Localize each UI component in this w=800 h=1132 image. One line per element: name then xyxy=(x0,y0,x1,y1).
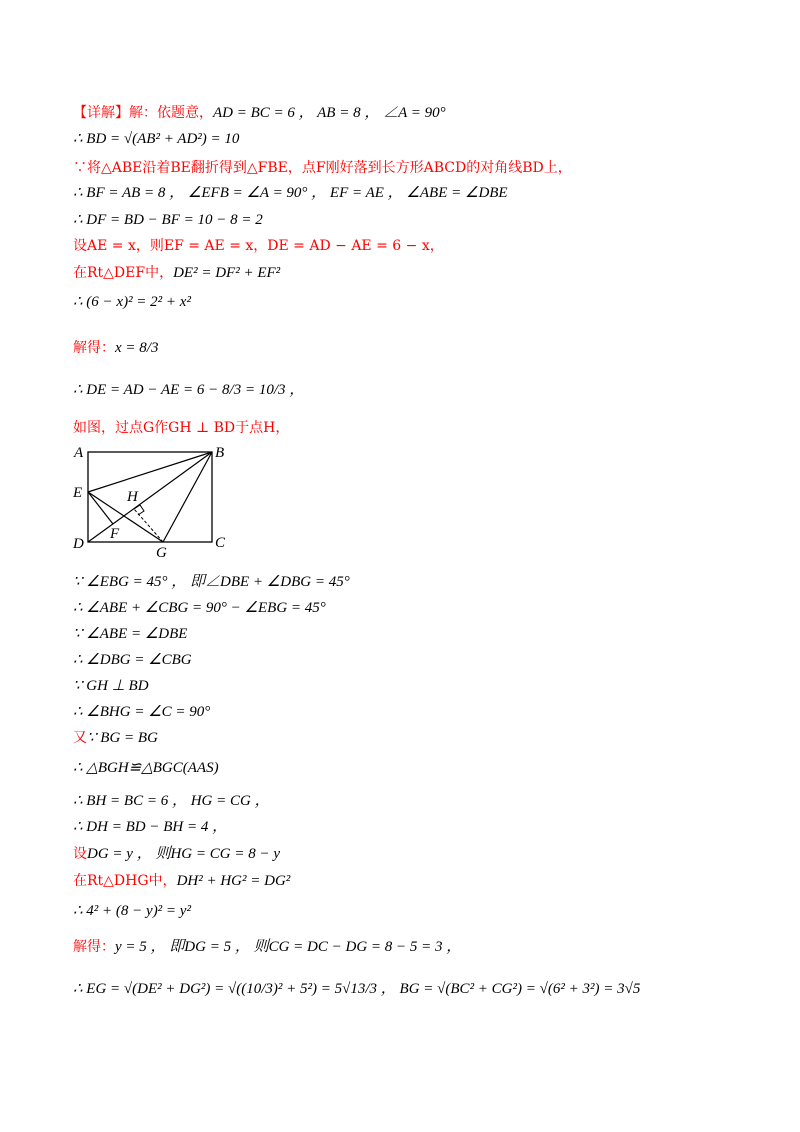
solution-line xyxy=(73,292,191,312)
geometry-figure xyxy=(72,441,242,561)
line-prefix: ∵将△ABE沿着BE翻折得到△FBE，点F刚好落到长方形ABCD的对角线BD上， xyxy=(73,160,572,176)
solution-line xyxy=(73,791,270,811)
solution-line xyxy=(73,210,263,230)
label-c: C xyxy=(215,535,226,551)
line-math: x = 8/3 xyxy=(115,340,159,356)
solution-line xyxy=(73,702,210,722)
line-prefix: 在Rt△DHG中， xyxy=(73,873,177,889)
solution-line xyxy=(73,380,304,400)
solution-line xyxy=(73,129,239,149)
solution-line xyxy=(73,572,350,592)
solution-line xyxy=(73,236,444,256)
line-math: ∴ EG = √(DE² + DG²) = √((10/3)² + 5²) = 5√13/3 ， BG = √(BC² + CG²) = √(6² + 3²) = 3√5 xyxy=(73,981,641,997)
solution-line xyxy=(73,937,461,957)
line-math: ∴ △BGH≌△BGC(AAS) xyxy=(73,760,219,776)
line-math: ∵ ∠EBG = 45° ， 即∠DBE + ∠DBG = 45° xyxy=(73,574,350,590)
line-prefix: 设 xyxy=(73,846,87,862)
line-prefix: 【详解】解：依题意， xyxy=(73,105,213,121)
solution-line xyxy=(73,817,227,837)
label-d: D xyxy=(73,536,84,552)
line-math: ∴ (6 − x)² = 2² + x² xyxy=(73,294,191,310)
solution-line xyxy=(73,650,192,670)
line-math: ∴ BH = BC = 6 ， HG = CG ， xyxy=(73,793,270,809)
line-math: ∴ ∠BHG = ∠C = 90° xyxy=(73,704,211,720)
line-math: ∵ ∠ABE = ∠DBE xyxy=(73,626,188,642)
line-math: ∵ GH ⊥ BD xyxy=(73,678,149,694)
solution-line xyxy=(73,338,158,358)
label-b: B xyxy=(215,445,225,461)
solution-line xyxy=(73,263,280,283)
solution-line xyxy=(73,979,640,999)
line-math: DH² + HG² = DG² xyxy=(176,873,291,889)
line-math: ∴ DE = AD − AE = 6 − 8/3 = 10/3 ， xyxy=(73,382,305,398)
solution-line xyxy=(73,844,280,864)
rectangle-diagram xyxy=(72,441,242,561)
label-g: G xyxy=(156,545,167,561)
solution-line xyxy=(73,418,289,438)
line-prefix: 又 xyxy=(73,730,87,746)
line-math: AD = BC = 6 ， AB = 8 ， ∠A = 90° xyxy=(213,105,446,121)
line-math: ∴ 4² + (8 − y)² = y² xyxy=(73,903,191,919)
solution-line xyxy=(73,183,508,203)
line-math: y = 5 ， 即DG = 5 ， 则CG = DC − DG = 8 − 5 = 3 ， xyxy=(115,939,462,955)
line-math: ∴ ∠DBG = ∠CBG xyxy=(73,652,192,668)
line-math: ∵ BG = BG xyxy=(87,730,158,746)
line-prefix: 在Rt△DEF中， xyxy=(73,265,174,281)
solution-line xyxy=(73,624,187,644)
solution-line xyxy=(73,901,191,921)
line-math: ∴ BF = AB = 8 ， ∠EFB = ∠A = 90° ， EF = AE ， ∠ABE = ∠DBE xyxy=(73,185,508,201)
line-prefix: 如图，过点G作GH ⊥ BD于点H， xyxy=(73,420,290,436)
line-prefix: 解得： xyxy=(73,340,115,356)
diagonal-bd xyxy=(88,452,212,542)
line-math: ∴ BD = √(AB² + AD²) = 10 xyxy=(73,131,240,147)
solution-line xyxy=(73,871,290,891)
line-math: DG = y ， 则HG = CG = 8 − y xyxy=(87,846,280,862)
label-a: A xyxy=(74,445,84,461)
solution-line xyxy=(73,598,326,618)
solution-line xyxy=(73,758,219,778)
line-math: ∴ ∠ABE + ∠CBG = 90° − ∠EBG = 45° xyxy=(73,600,326,616)
label-h: H xyxy=(127,489,138,505)
solution-line xyxy=(73,158,572,178)
line-math: ∴ DH = BD − BH = 4 ， xyxy=(73,819,228,835)
segment-ef xyxy=(88,492,113,524)
line-prefix: 解得： xyxy=(73,939,115,955)
line-math: ∴ DF = BD − BF = 10 − 8 = 2 xyxy=(73,212,263,228)
solution-line xyxy=(73,103,446,123)
solution-line xyxy=(73,728,158,748)
label-f: F xyxy=(110,526,120,542)
line-math: DE² = DF² + EF² xyxy=(173,265,281,281)
line-prefix: 设AE = x，则EF = AE = x，DE = AD − AE = 6 − x， xyxy=(73,238,444,254)
solution-line xyxy=(73,676,149,696)
label-e: E xyxy=(73,485,83,501)
